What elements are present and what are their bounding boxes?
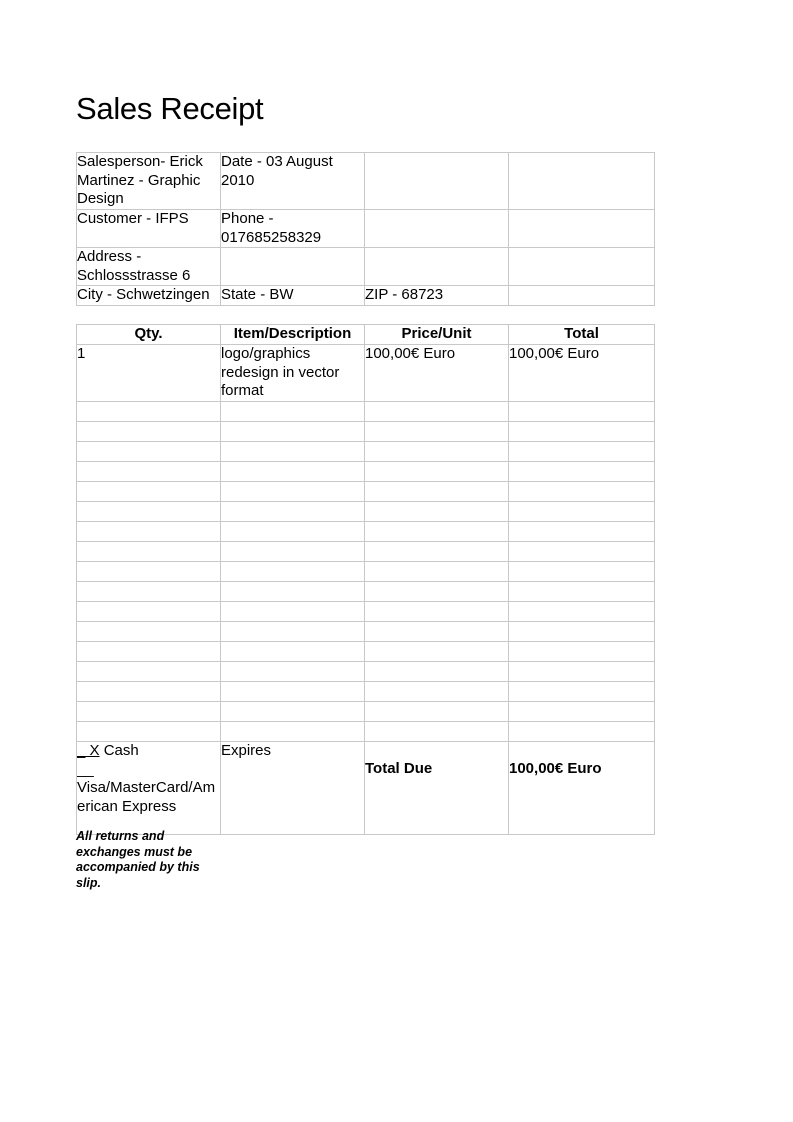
empty-cell	[509, 402, 655, 422]
empty-cell	[221, 642, 365, 662]
cash-mark: _ X	[77, 742, 100, 759]
payment-method-cell	[77, 742, 221, 835]
salesperson-cell: Salesperson- Erick Martinez - Graphic Design	[77, 153, 221, 210]
empty-cell	[221, 662, 365, 682]
empty-cell	[77, 502, 221, 522]
empty-cell	[365, 702, 509, 722]
total-due-value: 100,00€ Euro	[509, 760, 602, 777]
info-row	[77, 286, 655, 306]
info-row	[77, 210, 655, 248]
column-header-qty: Qty.	[77, 325, 221, 345]
table-row	[77, 622, 655, 642]
payment-row	[77, 742, 655, 835]
city-cell: City - Schwetzingen	[77, 286, 221, 306]
column-header-total: Total	[509, 325, 655, 345]
empty-cell	[509, 422, 655, 442]
address-cell: Address - Schlossstrasse 6	[77, 248, 221, 286]
items-header-row	[77, 325, 655, 345]
empty-cell	[221, 562, 365, 582]
empty-cell	[365, 582, 509, 602]
table-row	[77, 562, 655, 582]
table-row	[77, 702, 655, 722]
empty-cell	[221, 722, 365, 742]
empty-cell	[77, 702, 221, 722]
customer-info-table	[76, 152, 655, 306]
empty-cell	[509, 210, 655, 248]
empty-cell	[221, 702, 365, 722]
empty-cell	[77, 442, 221, 462]
empty-cell	[365, 210, 509, 248]
table-row	[77, 642, 655, 662]
empty-cell	[77, 642, 221, 662]
empty-cell	[77, 622, 221, 642]
price-cell: 100,00€ Euro	[365, 345, 509, 402]
empty-cell	[365, 482, 509, 502]
table-row	[77, 345, 655, 402]
empty-cell	[77, 522, 221, 542]
table-row	[77, 582, 655, 602]
empty-cell	[509, 662, 655, 682]
empty-cell	[365, 642, 509, 662]
zip-cell: ZIP - 68723	[365, 286, 509, 306]
empty-cell	[77, 402, 221, 422]
column-header-description: Item/Description	[221, 325, 365, 345]
empty-cell	[77, 682, 221, 702]
empty-cell	[509, 502, 655, 522]
empty-cell	[77, 662, 221, 682]
total-due-label: Total Due	[365, 760, 433, 777]
empty-cell	[365, 153, 509, 210]
items-table	[76, 324, 655, 835]
empty-cell	[509, 562, 655, 582]
column-header-price: Price/Unit	[365, 325, 509, 345]
empty-cell	[221, 462, 365, 482]
table-row	[77, 462, 655, 482]
empty-cell	[365, 682, 509, 702]
empty-cell	[365, 462, 509, 482]
info-row	[77, 248, 655, 286]
empty-cell	[77, 562, 221, 582]
empty-cell	[77, 482, 221, 502]
table-row	[77, 482, 655, 502]
customer-cell: Customer - IFPS	[77, 210, 221, 248]
empty-cell	[509, 642, 655, 662]
empty-cell	[221, 402, 365, 422]
card-label: Visa/MasterCard/American Express	[77, 779, 216, 815]
table-row	[77, 662, 655, 682]
empty-cell	[77, 602, 221, 622]
empty-cell	[221, 582, 365, 602]
total-due-value-cell	[509, 742, 655, 835]
empty-cell	[77, 582, 221, 602]
qty-cell: 1	[77, 345, 221, 402]
empty-cell	[365, 622, 509, 642]
empty-cell	[365, 662, 509, 682]
empty-cell	[509, 522, 655, 542]
table-row	[77, 442, 655, 462]
info-row	[77, 153, 655, 210]
empty-cell	[509, 248, 655, 286]
table-row	[77, 402, 655, 422]
empty-cell	[509, 622, 655, 642]
empty-cell	[365, 248, 509, 286]
table-row	[77, 522, 655, 542]
date-cell: Date - 03 August 2010	[221, 153, 365, 210]
empty-cell	[365, 502, 509, 522]
empty-cell	[509, 702, 655, 722]
empty-cell	[221, 522, 365, 542]
table-row	[77, 602, 655, 622]
empty-cell	[221, 482, 365, 502]
table-row	[77, 682, 655, 702]
empty-cell	[365, 442, 509, 462]
table-row	[77, 542, 655, 562]
returns-note: All returns and exchanges must be accompanied by this slip.	[76, 829, 200, 890]
empty-cell	[221, 602, 365, 622]
phone-cell: Phone - 017685258329	[221, 210, 365, 248]
cash-label: Cash	[99, 742, 139, 759]
page-title: Sales Receipt	[76, 91, 264, 126]
empty-cell	[221, 248, 365, 286]
empty-cell	[77, 722, 221, 742]
empty-cell	[221, 542, 365, 562]
expires-cell: Expires	[221, 742, 365, 835]
empty-cell	[509, 682, 655, 702]
empty-cell	[365, 422, 509, 442]
empty-cell	[509, 153, 655, 210]
empty-cell	[509, 582, 655, 602]
empty-cell	[221, 682, 365, 702]
total-cell: 100,00€ Euro	[509, 345, 655, 402]
empty-cell	[509, 602, 655, 622]
empty-cell	[509, 442, 655, 462]
empty-cell	[365, 722, 509, 742]
empty-cell	[509, 462, 655, 482]
empty-cell	[77, 542, 221, 562]
table-row	[77, 422, 655, 442]
empty-cell	[77, 422, 221, 442]
empty-cell	[365, 562, 509, 582]
empty-cell	[509, 722, 655, 742]
empty-cell	[365, 522, 509, 542]
empty-cell	[221, 422, 365, 442]
table-row	[77, 502, 655, 522]
empty-cell	[509, 286, 655, 306]
card-mark: __	[77, 760, 94, 778]
empty-cell	[509, 482, 655, 502]
description-cell: logo/graphics redesign in vector format	[221, 345, 365, 402]
empty-cell	[77, 462, 221, 482]
empty-cell	[365, 542, 509, 562]
empty-cell	[221, 442, 365, 462]
table-row	[77, 722, 655, 742]
empty-cell	[221, 622, 365, 642]
empty-cell	[365, 402, 509, 422]
total-due-label-cell	[365, 742, 509, 835]
empty-cell	[365, 602, 509, 622]
empty-cell	[221, 502, 365, 522]
empty-cell	[509, 542, 655, 562]
state-cell: State - BW	[221, 286, 365, 306]
